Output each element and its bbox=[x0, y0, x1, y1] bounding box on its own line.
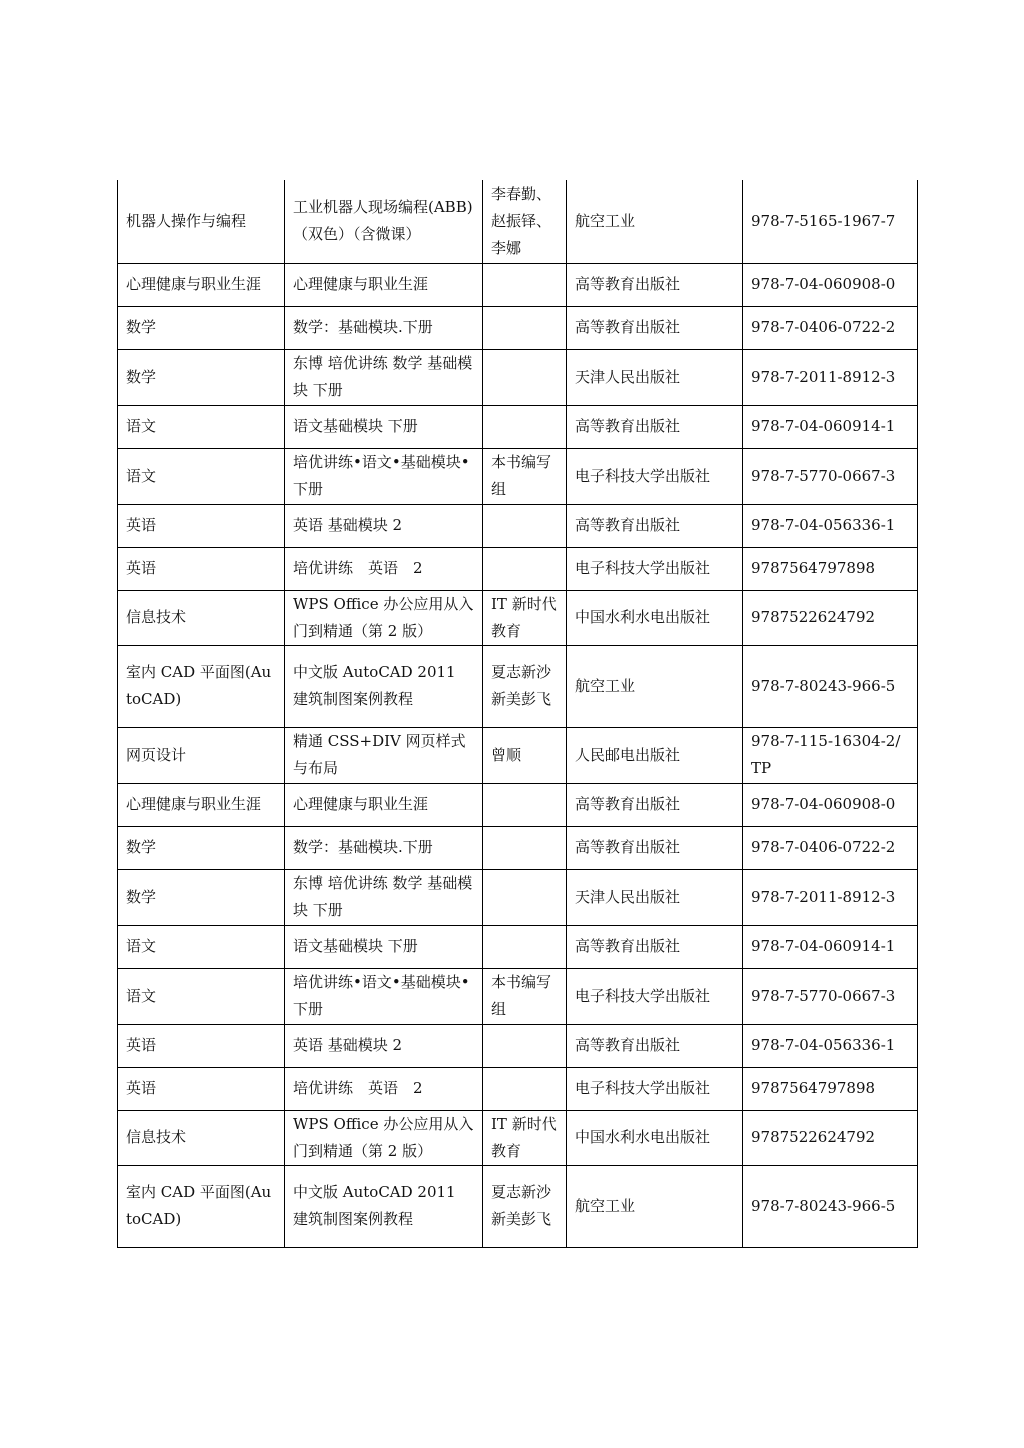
cell-title: 英语 基础模块 2 bbox=[285, 504, 483, 547]
cell-title: 培优讲练•语文•基础模块•下册 bbox=[285, 968, 483, 1024]
cell-isbn: 978-7-04-060914-1 bbox=[743, 925, 918, 968]
cell-publisher: 中国水利水电出版社 bbox=[567, 590, 743, 645]
cell-title: 工业机器人现场编程(ABB)（双色）（含微课） bbox=[285, 180, 483, 263]
table-row bbox=[118, 349, 918, 405]
cell-publisher: 电子科技大学出版社 bbox=[567, 968, 743, 1024]
cell-publisher: 电子科技大学出版社 bbox=[567, 1067, 743, 1110]
cell-publisher: 天津人民出版社 bbox=[567, 349, 743, 405]
cell-author: 夏志新沙新美彭飞 bbox=[483, 645, 567, 727]
cell-isbn: 978-7-5770-0667-3 bbox=[743, 968, 918, 1024]
table-row bbox=[118, 1165, 918, 1247]
cell-author bbox=[483, 869, 567, 925]
table-row bbox=[118, 727, 918, 783]
cell-title: 语文基础模块 下册 bbox=[285, 405, 483, 448]
cell-author: 李春勤、赵振铎、李娜 bbox=[483, 180, 567, 263]
cell-author bbox=[483, 547, 567, 590]
cell-author: 夏志新沙新美彭飞 bbox=[483, 1165, 567, 1247]
cell-isbn: 978-7-2011-8912-3 bbox=[743, 349, 918, 405]
cell-isbn: 978-7-115-16304-2/TP bbox=[743, 727, 918, 783]
cell-subject: 心理健康与职业生涯 bbox=[118, 263, 285, 306]
table-row bbox=[118, 826, 918, 869]
cell-publisher: 高等教育出版社 bbox=[567, 306, 743, 349]
cell-isbn: 978-7-5770-0667-3 bbox=[743, 448, 918, 504]
cell-subject: 语文 bbox=[118, 448, 285, 504]
cell-subject: 室内 CAD 平面图(AutoCAD) bbox=[118, 1165, 285, 1247]
cell-author bbox=[483, 1024, 567, 1067]
cell-publisher: 中国水利水电出版社 bbox=[567, 1110, 743, 1165]
cell-title: 数学：基础模块.下册 bbox=[285, 306, 483, 349]
cell-publisher: 高等教育出版社 bbox=[567, 504, 743, 547]
cell-subject: 语文 bbox=[118, 968, 285, 1024]
table-row bbox=[118, 590, 918, 645]
table-row bbox=[118, 547, 918, 590]
cell-isbn: 9787564797898 bbox=[743, 547, 918, 590]
cell-isbn: 9787522624792 bbox=[743, 590, 918, 645]
cell-publisher: 天津人民出版社 bbox=[567, 869, 743, 925]
table-row bbox=[118, 869, 918, 925]
cell-title: 培优讲练 英语 2 bbox=[285, 547, 483, 590]
table-row bbox=[118, 1024, 918, 1067]
cell-author bbox=[483, 263, 567, 306]
cell-author: IT 新时代教育 bbox=[483, 590, 567, 645]
cell-isbn: 978-7-80243-966-5 bbox=[743, 1165, 918, 1247]
cell-author: 本书编写组 bbox=[483, 448, 567, 504]
cell-publisher: 航空工业 bbox=[567, 645, 743, 727]
cell-publisher: 高等教育出版社 bbox=[567, 405, 743, 448]
cell-isbn: 978-7-04-060908-0 bbox=[743, 263, 918, 306]
cell-isbn: 978-7-5165-1967-7 bbox=[743, 180, 918, 263]
cell-subject: 英语 bbox=[118, 547, 285, 590]
cell-title: 英语 基础模块 2 bbox=[285, 1024, 483, 1067]
cell-title: 东博 培优讲练 数学 基础模块 下册 bbox=[285, 349, 483, 405]
cell-title: 中文版 AutoCAD 2011 建筑制图案例教程 bbox=[285, 645, 483, 727]
table-row bbox=[118, 504, 918, 547]
cell-author bbox=[483, 349, 567, 405]
cell-publisher: 航空工业 bbox=[567, 180, 743, 263]
cell-author bbox=[483, 405, 567, 448]
cell-subject: 数学 bbox=[118, 306, 285, 349]
cell-isbn: 978-7-0406-0722-2 bbox=[743, 306, 918, 349]
textbook-table bbox=[117, 180, 918, 1248]
cell-subject: 英语 bbox=[118, 1067, 285, 1110]
table-body bbox=[118, 180, 918, 1247]
cell-subject: 机器人操作与编程 bbox=[118, 180, 285, 263]
table-row bbox=[118, 968, 918, 1024]
cell-isbn: 978-7-0406-0722-2 bbox=[743, 826, 918, 869]
cell-publisher: 人民邮电出版社 bbox=[567, 727, 743, 783]
table-row bbox=[118, 306, 918, 349]
cell-publisher: 高等教育出版社 bbox=[567, 1024, 743, 1067]
cell-isbn: 978-7-2011-8912-3 bbox=[743, 869, 918, 925]
cell-publisher: 电子科技大学出版社 bbox=[567, 448, 743, 504]
cell-author: 本书编写组 bbox=[483, 968, 567, 1024]
cell-subject: 数学 bbox=[118, 349, 285, 405]
cell-title: 培优讲练 英语 2 bbox=[285, 1067, 483, 1110]
cell-subject: 数学 bbox=[118, 826, 285, 869]
cell-subject: 英语 bbox=[118, 504, 285, 547]
cell-publisher: 高等教育出版社 bbox=[567, 263, 743, 306]
cell-publisher: 电子科技大学出版社 bbox=[567, 547, 743, 590]
cell-title: 精通 CSS+DIV 网页样式与布局 bbox=[285, 727, 483, 783]
cell-publisher: 高等教育出版社 bbox=[567, 783, 743, 826]
cell-publisher: 航空工业 bbox=[567, 1165, 743, 1247]
cell-subject: 室内 CAD 平面图(AutoCAD) bbox=[118, 645, 285, 727]
cell-author bbox=[483, 925, 567, 968]
cell-subject: 信息技术 bbox=[118, 1110, 285, 1165]
cell-subject: 英语 bbox=[118, 1024, 285, 1067]
table-row bbox=[118, 448, 918, 504]
cell-author bbox=[483, 783, 567, 826]
table-row bbox=[118, 263, 918, 306]
cell-title: 心理健康与职业生涯 bbox=[285, 783, 483, 826]
cell-author: IT 新时代教育 bbox=[483, 1110, 567, 1165]
table-row bbox=[118, 925, 918, 968]
cell-title: 数学：基础模块.下册 bbox=[285, 826, 483, 869]
cell-title: 语文基础模块 下册 bbox=[285, 925, 483, 968]
cell-subject: 数学 bbox=[118, 869, 285, 925]
table-row bbox=[118, 1110, 918, 1165]
cell-isbn: 978-7-04-056336-1 bbox=[743, 504, 918, 547]
cell-title: 心理健康与职业生涯 bbox=[285, 263, 483, 306]
cell-title: 培优讲练•语文•基础模块•下册 bbox=[285, 448, 483, 504]
cell-subject: 语文 bbox=[118, 405, 285, 448]
cell-author bbox=[483, 306, 567, 349]
cell-isbn: 9787564797898 bbox=[743, 1067, 918, 1110]
cell-title: WPS Office 办公应用从入门到精通（第 2 版） bbox=[285, 590, 483, 645]
cell-isbn: 978-7-04-056336-1 bbox=[743, 1024, 918, 1067]
table-row bbox=[118, 783, 918, 826]
cell-isbn: 978-7-80243-966-5 bbox=[743, 645, 918, 727]
table-row bbox=[118, 1067, 918, 1110]
cell-title: WPS Office 办公应用从入门到精通（第 2 版） bbox=[285, 1110, 483, 1165]
table-row bbox=[118, 180, 918, 263]
cell-subject: 心理健康与职业生涯 bbox=[118, 783, 285, 826]
cell-author bbox=[483, 1067, 567, 1110]
cell-isbn: 978-7-04-060914-1 bbox=[743, 405, 918, 448]
cell-author: 曾顺 bbox=[483, 727, 567, 783]
cell-subject: 语文 bbox=[118, 925, 285, 968]
cell-subject: 网页设计 bbox=[118, 727, 285, 783]
cell-isbn: 978-7-04-060908-0 bbox=[743, 783, 918, 826]
cell-publisher: 高等教育出版社 bbox=[567, 925, 743, 968]
cell-publisher: 高等教育出版社 bbox=[567, 826, 743, 869]
cell-isbn: 9787522624792 bbox=[743, 1110, 918, 1165]
cell-author bbox=[483, 504, 567, 547]
cell-title: 中文版 AutoCAD 2011 建筑制图案例教程 bbox=[285, 1165, 483, 1247]
table-row bbox=[118, 645, 918, 727]
cell-author bbox=[483, 826, 567, 869]
cell-subject: 信息技术 bbox=[118, 590, 285, 645]
table-row bbox=[118, 405, 918, 448]
cell-title: 东博 培优讲练 数学 基础模块 下册 bbox=[285, 869, 483, 925]
